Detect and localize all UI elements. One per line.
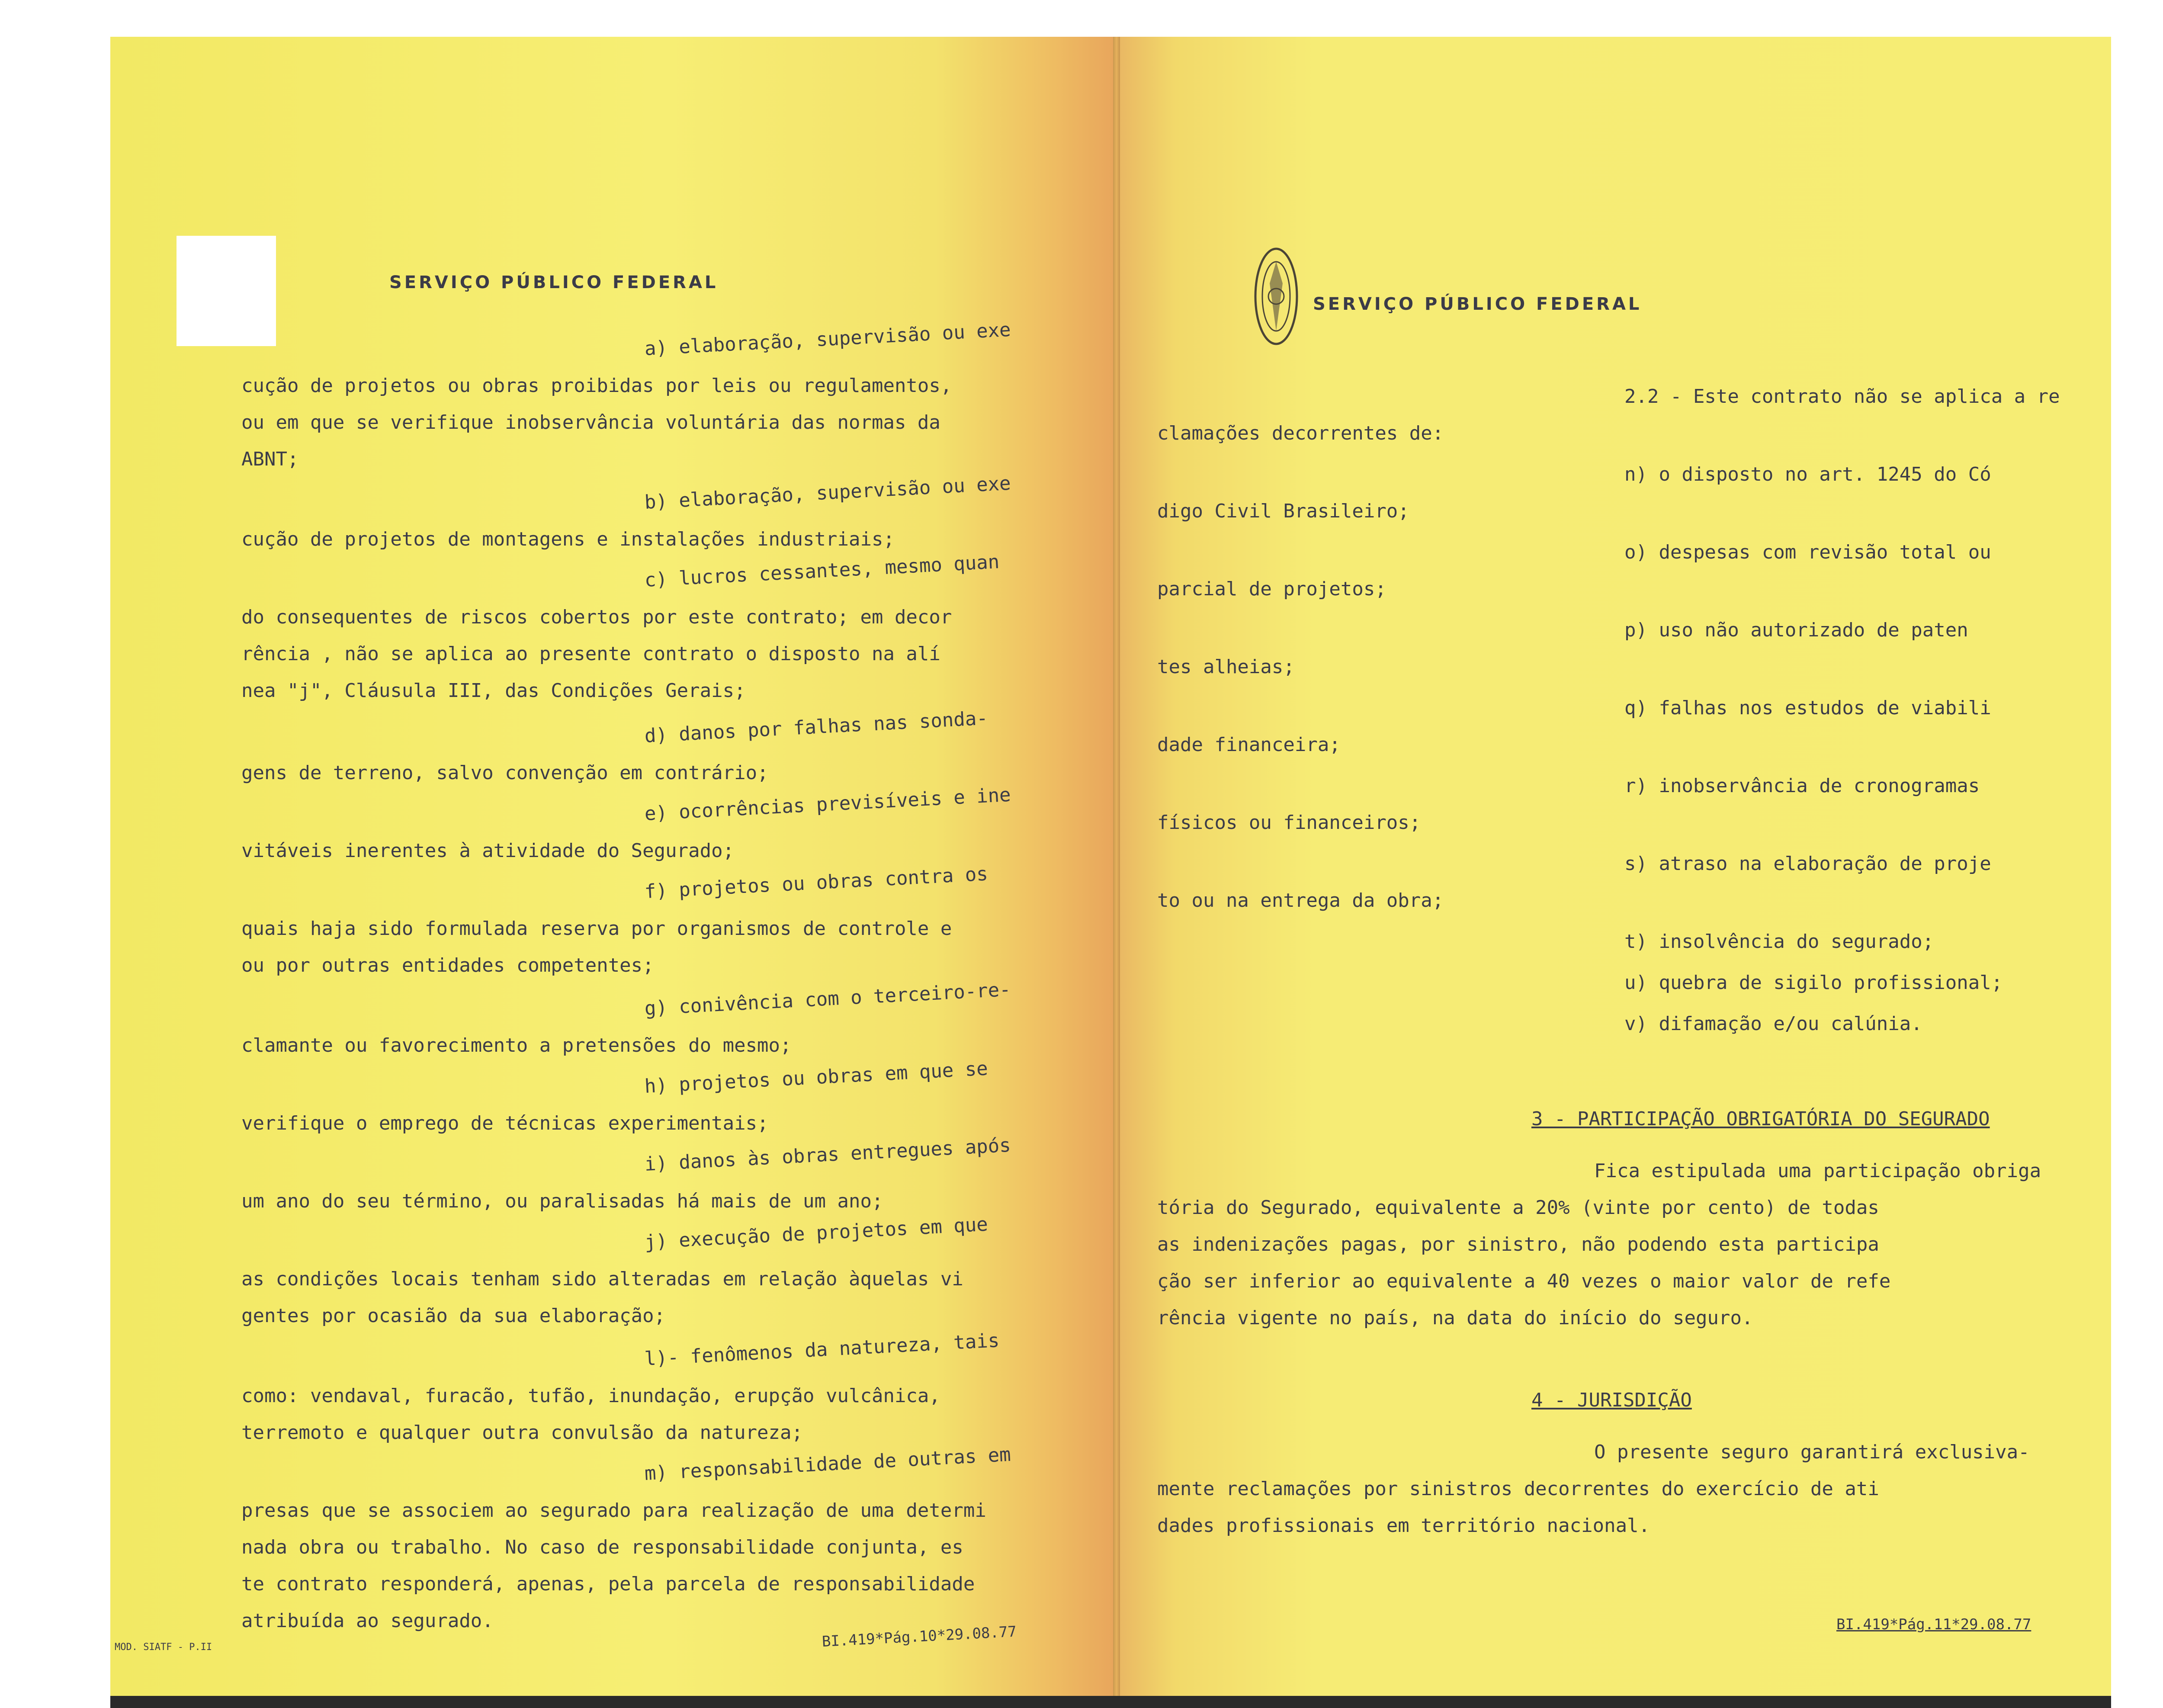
left-line-17: ou por outras entidades competentes;	[241, 954, 654, 976]
right-line-21: as indenizações pagas, por sinistro, não podendo esta participa	[1157, 1233, 1879, 1255]
right-line-23: rência vigente no país, na data do início do seguro.	[1157, 1307, 1753, 1329]
right-line-25: O presente seguro garantirá exclusiva-	[1594, 1441, 2030, 1463]
right-line-11: r) inobservância de cronogramas	[1624, 775, 1980, 797]
left-line-9: rência , não se aplica ao presente contrato o disposto na alí	[241, 643, 940, 665]
form-code: MOD. SIATF - P.II	[115, 1642, 212, 1653]
right-line-4: digo Civil Brasileiro;	[1157, 500, 1409, 522]
left-page	[110, 37, 1116, 1708]
left-line-8: do consequentes de riscos cobertos por este contrato; em decor	[241, 606, 952, 628]
left-line-23: um ano do seu término, ou paralisadas há mais de um ano;	[241, 1190, 883, 1212]
right-line-15: t) insolvência do segurado;	[1624, 931, 1934, 953]
right-line-17: v) difamação e/ou calúnia.	[1624, 1013, 1922, 1035]
left-line-32: nada obra ou trabalho. No caso de responsabilidade conjunta, es	[241, 1536, 963, 1558]
left-line-24: j) execução de projetos em que	[644, 1213, 988, 1253]
left-line-12: gens de terreno, salvo convenção em contrário;	[241, 762, 769, 784]
right-line-2: clamações decorrentes de:	[1157, 422, 1444, 444]
left-line-21: verifique o emprego de técnicas experimentais;	[241, 1112, 769, 1134]
right-line-8: tes alheias;	[1157, 656, 1295, 678]
right-page	[1116, 37, 2111, 1708]
right-line-7: p) uso não autorizado de paten	[1624, 619, 1968, 641]
left-line-34: atribuída ao segurado.	[241, 1610, 494, 1632]
book-gutter	[1113, 37, 1120, 1708]
left-line-1: a) elaboração, supervisão ou exe	[644, 318, 1011, 360]
left-line-14: vitáveis inerentes à atividade do Segurado;	[241, 840, 735, 862]
left-line-2: cução de projetos ou obras proibidas por leis ou regulamentos,	[241, 375, 952, 397]
left-line-3: ou em que se verifique inobservância voluntária das normas da	[241, 411, 940, 433]
right-line-6: parcial de projetos;	[1157, 578, 1386, 600]
left-line-16: quais haja sido formulada reserva por organismos de controle e	[241, 918, 952, 940]
scanned-document	[110, 37, 2111, 1708]
left-line-22: i) danos às obras entregues após	[644, 1134, 1011, 1175]
coat-of-arms-seal	[1252, 244, 1300, 353]
left-line-30: m) responsabilidade de outras em	[644, 1443, 1011, 1485]
right-page-footer: BI.419*Pág.11*29.08.77	[1836, 1616, 2031, 1633]
left-line-10: nea "j", Cláusula III, das Condições Gerais;	[241, 680, 746, 702]
right-line-10: dade financeira;	[1157, 734, 1341, 756]
right-line-14: to ou na entrega da obra;	[1157, 889, 1444, 912]
right-line-20: tória do Segurado, equivalente a 20% (vinte por cento) de todas	[1157, 1197, 1879, 1219]
left-line-19: clamante ou favorecimento a pretensões do mesmo;	[241, 1034, 792, 1056]
left-line-7: c) lucros cessantes, mesmo quan	[644, 551, 1000, 591]
scan-bottom-edge	[110, 1696, 2111, 1708]
left-page-header: SERVIÇO PÚBLICO FEDERAL	[389, 273, 719, 292]
right-line-27: dades profissionais em território nacional.	[1157, 1515, 1650, 1537]
right-line-26: mente reclamações por sinistros decorrentes do exercício de ati	[1157, 1478, 1879, 1500]
left-line-25: as condições locais tenham sido alteradas em relação àquelas vi	[241, 1268, 963, 1290]
left-line-6: cução de projetos de montagens e instalações industriais;	[241, 528, 895, 550]
left-line-4: ABNT;	[241, 448, 299, 470]
left-line-20: h) projetos ou obras em que se	[644, 1057, 988, 1098]
redaction-box	[177, 236, 276, 346]
left-line-18: g) conivência com o terceiro-re-	[644, 978, 1011, 1020]
right-page-header: SERVIÇO PÚBLICO FEDERAL	[1313, 294, 1642, 314]
left-line-11: d) danos por falhas nas sonda-	[644, 707, 988, 747]
left-line-31: presas que se associem ao segurado para realização de uma determi	[241, 1499, 986, 1522]
left-line-28: como: vendaval, furacão, tufão, inundação, erupção vulcânica,	[241, 1385, 940, 1407]
right-line-22: ção ser inferior ao equivalente a 40 vezes o maior valor de refe	[1157, 1270, 1891, 1292]
left-line-5: b) elaboração, supervisão ou exe	[644, 472, 1011, 514]
left-line-27: l)- fenômenos da natureza, tais	[644, 1329, 1000, 1370]
right-line-13: s) atraso na elaboração de proje	[1624, 853, 1991, 875]
right-line-9: q) falhas nos estudos de viabili	[1624, 697, 1991, 719]
left-line-13: e) ocorrências previsíveis e ine	[644, 783, 1011, 825]
section-4-heading: 4 - JURISDIÇÃO	[1531, 1389, 1692, 1411]
right-line-1: 2.2 - Este contrato não se aplica a re	[1624, 385, 2060, 408]
left-line-15: f) projetos ou obras contra os	[644, 863, 988, 903]
left-page-footer: BI.419*Pág.10*29.08.77	[821, 1623, 1017, 1650]
left-line-26: gentes por ocasião da sua elaboração;	[241, 1305, 666, 1327]
right-line-5: o) despesas com revisão total ou	[1624, 541, 1991, 563]
left-line-29: terremoto e qualquer outra convulsão da natureza;	[241, 1422, 803, 1444]
right-line-19: Fica estipulada uma participação obriga	[1594, 1160, 2041, 1182]
right-line-3: n) o disposto no art. 1245 do Có	[1624, 463, 1991, 485]
right-line-16: u) quebra de sigilo profissional;	[1624, 972, 2003, 994]
right-line-12: físicos ou financeiros;	[1157, 812, 1421, 834]
section-3-heading: 3 - PARTICIPAÇÃO OBRIGATÓRIA DO SEGURADO	[1531, 1108, 1990, 1130]
left-line-33: te contrato responderá, apenas, pela parcela de responsabilidade	[241, 1573, 975, 1595]
